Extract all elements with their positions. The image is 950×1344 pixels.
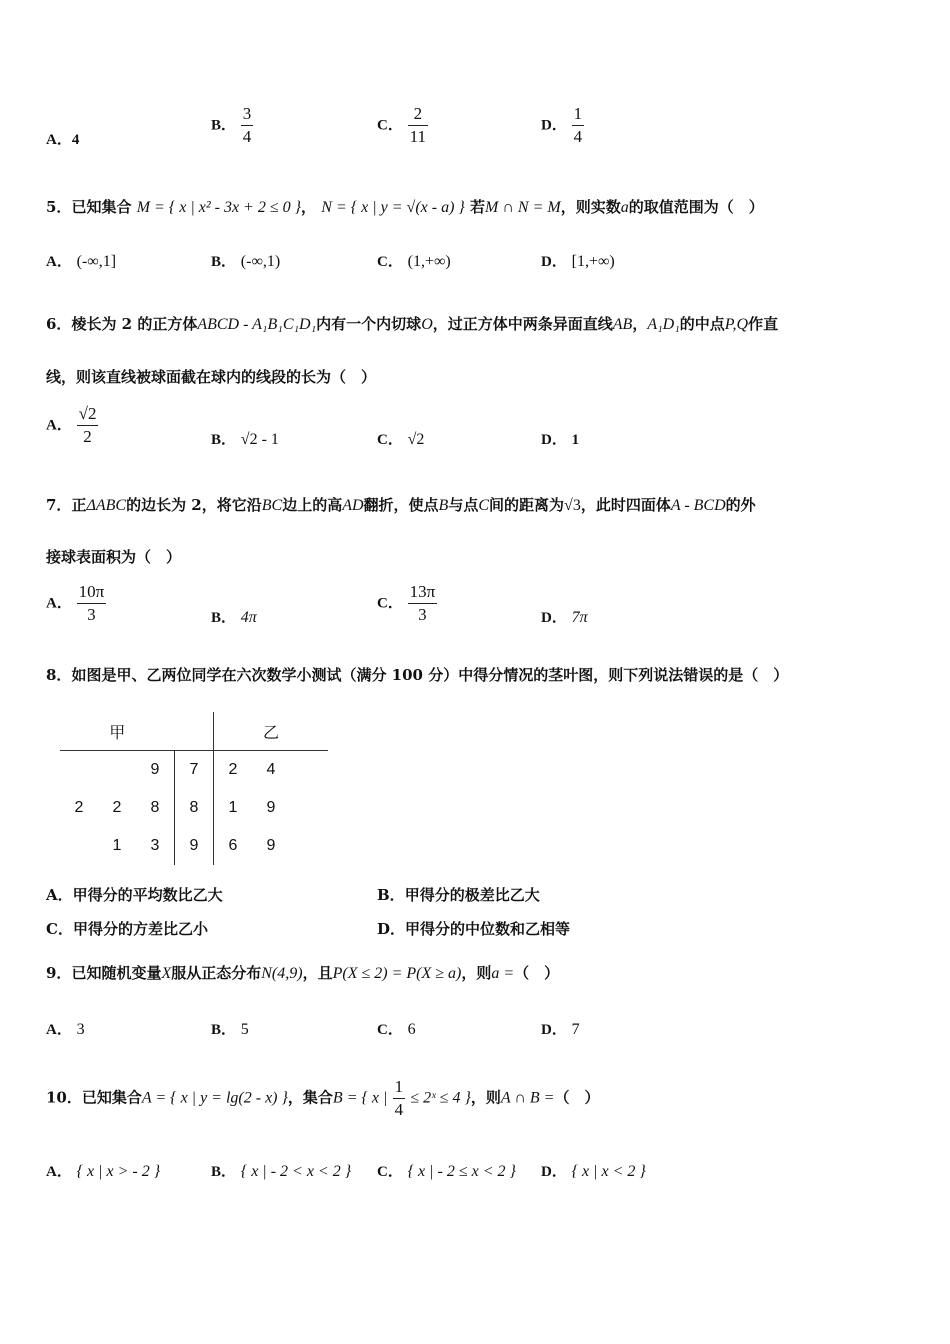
q8-option-c[interactable]: C．甲得分的方差比乙小 xyxy=(46,920,208,938)
question-6-line-2: 线，则该直线被球面截在球内的线段的长为（ ） xyxy=(46,368,377,386)
fraction: $\frac{1}{4}$ xyxy=(573,104,583,146)
set-m: M = { x | x² - 3x + 2 ≤ 0 } xyxy=(136,199,302,216)
stem: 9 xyxy=(175,827,214,865)
q5-option-d[interactable]: D． [1,+∞) xyxy=(541,253,615,270)
fraction: $\frac{1}{4}$ xyxy=(394,1077,404,1119)
q6-option-d[interactable]: D． 1 xyxy=(541,432,580,448)
q10-option-a[interactable]: A． { x | x > - 2 } xyxy=(46,1163,161,1180)
option-label: A． xyxy=(46,132,72,148)
q8-option-d[interactable]: D．甲得分的中位数和乙相等 xyxy=(377,920,571,938)
set-a: A = { x | y = lg(2 - x) } xyxy=(141,1089,288,1107)
stem: 8 xyxy=(175,789,214,827)
stem: 7 xyxy=(175,751,214,790)
header-left: 甲 xyxy=(60,712,175,751)
question-number: 10． xyxy=(46,1088,82,1107)
option-label: C． xyxy=(377,117,403,134)
q6-option-b[interactable]: B． √2 - 1 xyxy=(211,431,279,448)
q5-option-b[interactable]: B． (-∞,1) xyxy=(211,253,281,270)
question-5: 5．已知集合 M = { x | x² - 3x + 2 ≤ 0 }， N = { x | y = √(x - a) } 若M ∩ N = M，则实数a的取值范围为（ ） xyxy=(46,198,764,216)
q7-option-c[interactable]: C． $\frac{13\pi}{3}$ xyxy=(377,582,436,624)
question-number: 6． xyxy=(46,315,72,333)
q9-option-a[interactable]: A． 3 xyxy=(46,1021,85,1038)
header-right: 乙 xyxy=(214,712,329,751)
question-number: 9． xyxy=(46,964,72,982)
q4-option-d[interactable] xyxy=(541,103,584,148)
question-number: 5． xyxy=(46,198,72,216)
fraction: $\frac{2}{11}$ xyxy=(409,104,426,146)
q4-option-a[interactable] xyxy=(46,128,79,149)
stem-leaf-table: 甲 乙 9 7 2 4 2 2 8 8 1 9 1 3 9 6 9 xyxy=(60,712,328,865)
question-number: 8． xyxy=(46,666,72,684)
question-6: 6．棱长为 2 的正方体ABCD - A₁B₁C₁D₁内有一个内切球O，过正方体中两条异面直线AB，A₁D₁的中点P,Q作直 xyxy=(46,315,779,333)
question-7-line-2: 接球表面积为（ ） xyxy=(46,548,182,566)
q9-option-b[interactable]: B． 5 xyxy=(211,1021,249,1038)
option-value: 4 xyxy=(71,132,80,148)
q4-option-b[interactable] xyxy=(211,103,253,148)
q4-option-c[interactable] xyxy=(377,103,428,148)
q6-option-c[interactable]: C． √2 xyxy=(377,431,425,448)
set-n: N = { x | y = √(x - a) } xyxy=(321,199,465,216)
question-10: 10．已知集合A = { x | y = lg(2 - x) }，集合B = { x | $\frac{1}{4}$ ≤ 2ˣ ≤ 4 }，则A ∩ B =（ ） xyxy=(46,1077,600,1119)
q7-option-a[interactable]: A． $\frac{10\pi}{3}$ xyxy=(46,582,105,624)
q10-option-c[interactable]: C． { x | - 2 ≤ x < 2 } xyxy=(377,1163,516,1180)
q9-option-c[interactable]: C． 6 xyxy=(377,1021,416,1038)
fraction: $\frac{13\pi}{3}$ xyxy=(409,582,436,624)
q8-option-a[interactable]: A．甲得分的平均数比乙大 xyxy=(46,886,223,904)
option-label: B． xyxy=(211,117,237,134)
q8-option-b[interactable]: B．甲得分的极差比乙大 xyxy=(377,886,540,904)
fraction: $\frac{√2}{2}$ xyxy=(78,404,97,446)
q5-option-c[interactable]: C． (1,+∞) xyxy=(377,253,451,270)
q5-option-a[interactable]: A． (-∞,1] xyxy=(46,253,117,270)
question-9: 9．已知随机变量X服从正态分布N(4,9)，且P(X ≤ 2) = P(X ≥ a)，则a =（ ） xyxy=(46,964,560,982)
fraction: $\frac{10\pi}{3}$ xyxy=(78,582,105,624)
fraction: $\frac{3}{4}$ xyxy=(242,104,252,146)
question-8: 8．如图是甲、乙两位同学在六次数学小测试（满分 100 分）中得分情况的茎叶图，则下列说法错误的是（ ） xyxy=(46,666,789,684)
q10-option-b[interactable]: B． { x | - 2 < x < 2 } xyxy=(211,1163,352,1180)
q7-option-b[interactable]: B． 4π xyxy=(211,609,257,626)
q10-option-d[interactable]: D． { x | x < 2 } xyxy=(541,1163,646,1180)
q6-option-a[interactable]: A． $\frac{√2}{2}$ xyxy=(46,404,97,446)
set-b: B = { x | xyxy=(332,1089,388,1107)
q9-option-d[interactable]: D． 7 xyxy=(541,1021,580,1038)
q7-option-d[interactable]: D． 7π xyxy=(541,609,588,626)
question-7: 7．正ΔABC的边长为 2，将它沿BC边上的高AD翻折，使点B与点C间的距离为√3，此时四面体A - BCD的外 xyxy=(46,496,756,514)
option-label: D． xyxy=(541,117,567,134)
question-number: 7． xyxy=(46,496,72,514)
